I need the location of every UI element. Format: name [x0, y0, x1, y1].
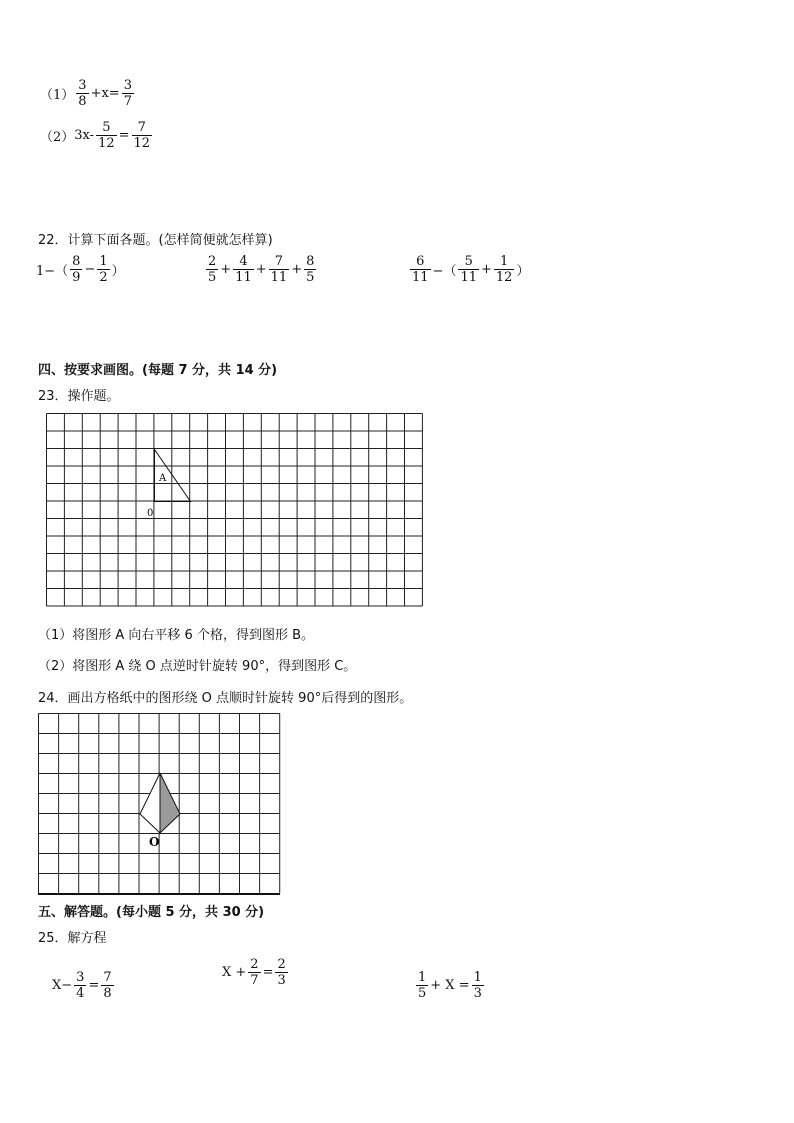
- fraction: [74, 970, 86, 1001]
- q21-2-label: （2）: [40, 130, 75, 145]
- fraction: [275, 957, 287, 988]
- q22-expression-1: [36, 254, 125, 285]
- q25-equation-2: [222, 957, 290, 988]
- operator: +x=: [90, 86, 120, 101]
- fraction: [458, 254, 479, 285]
- operator: ）: [516, 264, 530, 279]
- fraction: [97, 254, 109, 285]
- label-a: A: [159, 473, 167, 484]
- q25-equation-1: [52, 970, 116, 1001]
- denominator: 12: [495, 270, 513, 285]
- numerator: 3: [76, 970, 85, 985]
- q22-expression-2: [204, 254, 318, 285]
- q22-title: 22．计算下面各题。(怎样简便就怎样算): [38, 233, 273, 248]
- denominator: 5: [306, 270, 315, 285]
- fraction: [96, 120, 117, 151]
- numerator: 2: [250, 957, 259, 972]
- numerator: 3: [123, 78, 132, 93]
- fraction: [70, 254, 82, 285]
- operator: =: [88, 978, 100, 993]
- q23-item-2: （2）将图形 A 绕 O 点逆时针旋转 90°，得到图形 C。: [38, 659, 357, 674]
- denominator: 3: [277, 973, 286, 988]
- denominator: 4: [76, 986, 85, 1001]
- q22-expression-3: [408, 254, 529, 285]
- fraction: [494, 254, 515, 285]
- section-4-title: 四、按要求画图。(每题 7 分，共 14 分): [38, 363, 278, 378]
- operator: =: [262, 965, 274, 980]
- grid-lines: [47, 414, 423, 607]
- numerator: 2: [277, 957, 286, 972]
- denominator: 3: [473, 986, 482, 1001]
- operator: 3x-: [74, 128, 95, 143]
- denominator: 5: [418, 986, 427, 1001]
- operator: =: [118, 128, 130, 143]
- operator: X +: [222, 965, 247, 980]
- label-o: O: [149, 835, 160, 849]
- numerator: 7: [103, 970, 112, 985]
- fraction: [304, 254, 316, 285]
- shape-white-half: [140, 773, 160, 833]
- q21-1-label: （1）: [40, 88, 75, 103]
- numerator: 8: [306, 254, 315, 269]
- q23-title: 23．操作题。: [38, 389, 120, 404]
- numerator: 1: [99, 254, 108, 269]
- shape-shaded-half: [160, 773, 180, 833]
- numerator: 1: [500, 254, 509, 269]
- denominator: 7: [123, 94, 132, 109]
- numerator: 1: [473, 970, 482, 985]
- numerator: 5: [464, 254, 473, 269]
- denominator: 9: [72, 270, 81, 285]
- operator: +: [481, 262, 492, 277]
- denominator: 11: [235, 270, 252, 285]
- fraction: [206, 254, 218, 285]
- denominator: 11: [270, 270, 288, 285]
- q21-equation-1: [40, 78, 136, 109]
- section-5-title: 五、解答题。(每小题 5 分，共 30 分): [38, 905, 265, 920]
- denominator: 12: [98, 136, 115, 151]
- operator: +: [220, 262, 232, 277]
- q24-title: 24．画出方格纸中的图形绕 O 点顺时针旋转 90°后得到的图形。: [38, 691, 413, 706]
- operator: + X =: [430, 978, 470, 993]
- numerator: 4: [239, 254, 248, 269]
- denominator: 11: [460, 270, 477, 285]
- fraction: [132, 120, 153, 151]
- operator: −: [84, 262, 96, 277]
- q23-item-1: （1）将图形 A 向右平移 6 个格，得到图形 B。: [38, 628, 315, 643]
- denominator: 7: [250, 973, 259, 988]
- operator: +: [291, 262, 303, 277]
- fraction: [269, 254, 290, 285]
- fraction: [248, 957, 260, 988]
- fraction: [233, 254, 254, 285]
- denominator: 2: [99, 270, 108, 285]
- fraction: [122, 78, 134, 109]
- numerator: 7: [137, 120, 146, 135]
- q25-equation-3: [414, 970, 486, 1001]
- q23-grid[interactable]: [46, 413, 424, 608]
- q25-title: 25．解方程: [38, 931, 107, 946]
- denominator: 8: [78, 94, 87, 109]
- numerator: 8: [72, 254, 81, 269]
- operator: ）: [111, 264, 125, 279]
- numerator: 1: [418, 970, 427, 985]
- fraction: [472, 970, 484, 1001]
- operator: +: [255, 262, 267, 277]
- q24-grid[interactable]: [38, 713, 283, 896]
- operator: 1−（: [36, 264, 69, 279]
- numerator: 6: [416, 254, 425, 269]
- numerator: 7: [274, 254, 284, 269]
- operator: −（: [432, 264, 457, 279]
- numerator: 2: [208, 254, 217, 269]
- denominator: 11: [412, 270, 429, 285]
- numerator: 3: [78, 78, 87, 93]
- fraction: [101, 970, 113, 1001]
- fraction: [410, 254, 431, 285]
- denominator: 8: [103, 986, 112, 1001]
- operator: X−: [52, 978, 73, 993]
- fraction: [416, 970, 428, 1001]
- denominator: 12: [133, 136, 151, 151]
- denominator: 5: [208, 270, 217, 285]
- q21-equation-2: [40, 120, 154, 151]
- label-o: 0: [147, 508, 154, 519]
- fraction: [76, 78, 88, 109]
- numerator: 5: [102, 120, 111, 135]
